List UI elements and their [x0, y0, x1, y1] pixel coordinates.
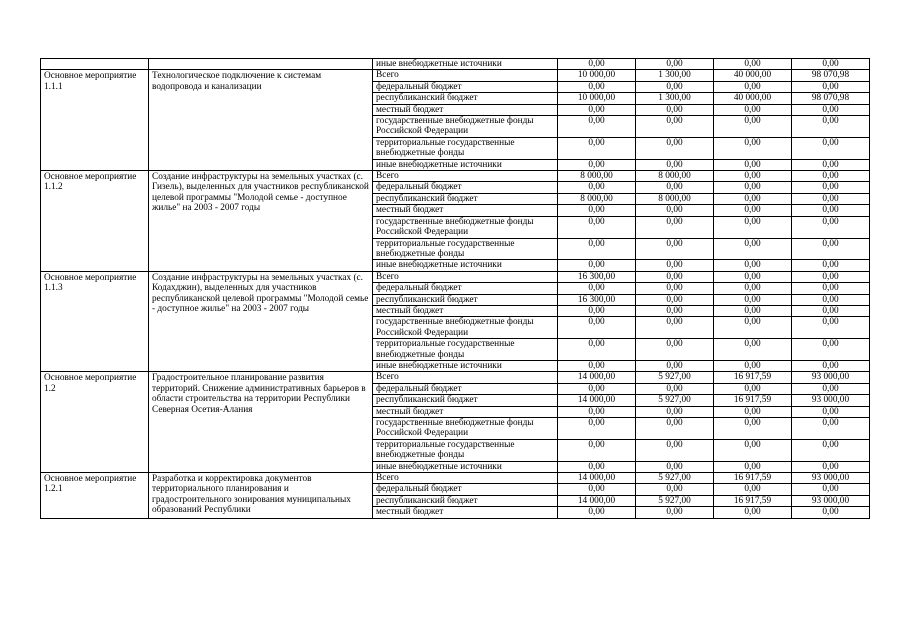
value-cell: 0,00: [558, 383, 636, 394]
value-cell: 0,00: [558, 439, 636, 461]
value-cell: 0,00: [558, 205, 636, 216]
value-cell: 0,00: [636, 104, 714, 115]
funding-source-cell: территориальные государственные внебюджетные фонды: [373, 238, 558, 260]
funding-source-cell: Всего: [373, 372, 558, 383]
value-cell: 0,00: [792, 439, 870, 461]
value-cell: 0,00: [714, 418, 792, 440]
value-cell: 0,00: [714, 283, 792, 294]
activity-description-cell: Создание инфраструктуры на земельных участках (с. Кодахджин), выделенных для участников республиканской целевой программы "Молодой семье - доступное жилье" на 2003 - 2007 годы: [149, 271, 373, 372]
value-cell: 0,00: [792, 238, 870, 260]
value-cell: 40 000,00: [714, 93, 792, 104]
value-cell: 1 300,00: [636, 93, 714, 104]
value-cell: 0,00: [714, 383, 792, 394]
value-cell: 8 000,00: [558, 171, 636, 182]
value-cell: 0,00: [636, 182, 714, 193]
value-cell: 0,00: [558, 507, 636, 518]
value-cell: 0,00: [792, 484, 870, 495]
value-cell: 0,00: [792, 216, 870, 238]
value-cell: 0,00: [714, 360, 792, 371]
value-cell: 0,00: [714, 507, 792, 518]
value-cell: 0,00: [558, 182, 636, 193]
value-cell: 0,00: [714, 171, 792, 182]
value-cell: 0,00: [792, 507, 870, 518]
funding-source-cell: иные внебюджетные источники: [373, 159, 558, 170]
value-cell: 10 000,00: [558, 93, 636, 104]
value-cell: 16 917,59: [714, 495, 792, 506]
value-cell: 0,00: [792, 305, 870, 316]
value-cell: 0,00: [714, 238, 792, 260]
funding-source-cell: Всего: [373, 473, 558, 484]
value-cell: 0,00: [714, 461, 792, 472]
value-cell: 0,00: [792, 339, 870, 361]
value-cell: 0,00: [714, 439, 792, 461]
value-cell: 0,00: [636, 305, 714, 316]
funding-source-cell: местный бюджет: [373, 104, 558, 115]
value-cell: 0,00: [792, 193, 870, 204]
value-cell: 0,00: [636, 271, 714, 282]
value-cell: 16 917,59: [714, 395, 792, 406]
value-cell: 0,00: [714, 59, 792, 70]
value-cell: 0,00: [792, 104, 870, 115]
funding-source-cell: федеральный бюджет: [373, 81, 558, 92]
activity-description-cell: Градостроительное планирование развития территорий. Снижение административных барьеров в области строительства на территории Республики Северная Осетия-Алания: [149, 372, 373, 473]
funding-source-cell: иные внебюджетные источники: [373, 360, 558, 371]
value-cell: 0,00: [636, 484, 714, 495]
value-cell: 0,00: [792, 360, 870, 371]
activity-label-cell: Основное мероприятие 1.1.3: [41, 271, 149, 372]
value-cell: 0,00: [558, 339, 636, 361]
value-cell: 0,00: [714, 205, 792, 216]
activity-label-cell: Основное мероприятие 1.1.1: [41, 70, 149, 171]
table-body: [41, 59, 870, 519]
funding-source-cell: республиканский бюджет: [373, 294, 558, 305]
value-cell: 0,00: [636, 116, 714, 138]
value-cell: 16 917,59: [714, 473, 792, 484]
value-cell: 14 000,00: [558, 473, 636, 484]
funding-source-cell: республиканский бюджет: [373, 193, 558, 204]
funding-source-cell: территориальные государственные внебюджетные фонды: [373, 339, 558, 361]
value-cell: 0,00: [636, 383, 714, 394]
funding-source-cell: Всего: [373, 70, 558, 81]
funding-source-cell: государственные внебюджетные фонды Российской Федерации: [373, 116, 558, 138]
value-cell: 0,00: [714, 305, 792, 316]
value-cell: 93 000,00: [792, 372, 870, 383]
value-cell: 0,00: [636, 418, 714, 440]
value-cell: 0,00: [558, 81, 636, 92]
value-cell: 0,00: [636, 216, 714, 238]
value-cell: 16 300,00: [558, 294, 636, 305]
activity-label-cell: Основное мероприятие 1.2: [41, 372, 149, 473]
table-row: [41, 271, 870, 282]
value-cell: 0,00: [558, 137, 636, 159]
value-cell: 0,00: [792, 260, 870, 271]
funding-source-cell: местный бюджет: [373, 205, 558, 216]
table-row: [41, 171, 870, 182]
value-cell: 0,00: [558, 238, 636, 260]
value-cell: 98 070,98: [792, 93, 870, 104]
value-cell: 0,00: [558, 360, 636, 371]
value-cell: 0,00: [558, 59, 636, 70]
empty-label-cell: [41, 59, 149, 70]
funding-source-cell: местный бюджет: [373, 305, 558, 316]
funding-source-cell: федеральный бюджет: [373, 283, 558, 294]
value-cell: 8 000,00: [636, 171, 714, 182]
value-cell: 0,00: [714, 116, 792, 138]
value-cell: 93 000,00: [792, 395, 870, 406]
value-cell: 16 917,59: [714, 372, 792, 383]
value-cell: 0,00: [714, 104, 792, 115]
table-row: [41, 473, 870, 484]
value-cell: 0,00: [714, 137, 792, 159]
value-cell: 0,00: [714, 216, 792, 238]
value-cell: 0,00: [636, 137, 714, 159]
value-cell: 0,00: [714, 182, 792, 193]
value-cell: 0,00: [714, 260, 792, 271]
value-cell: 0,00: [558, 159, 636, 170]
value-cell: 0,00: [558, 116, 636, 138]
value-cell: 5 927,00: [636, 372, 714, 383]
value-cell: 0,00: [792, 116, 870, 138]
value-cell: 0,00: [558, 461, 636, 472]
value-cell: 0,00: [636, 317, 714, 339]
value-cell: 0,00: [558, 406, 636, 417]
value-cell: 93 000,00: [792, 473, 870, 484]
funding-source-cell: иные внебюджетные источники: [373, 461, 558, 472]
funding-source-cell: государственные внебюджетные фонды Российской Федерации: [373, 216, 558, 238]
value-cell: 0,00: [792, 317, 870, 339]
activity-description-cell: Разработка и корректировка документов территориального планирования и градостроительного зонирования муниципальных образований Республики: [149, 473, 373, 519]
funding-source-cell: федеральный бюджет: [373, 383, 558, 394]
funding-source-cell: иные внебюджетные источники: [373, 260, 558, 271]
table-row: [41, 372, 870, 383]
value-cell: 5 927,00: [636, 395, 714, 406]
value-cell: 0,00: [636, 260, 714, 271]
value-cell: 0,00: [558, 216, 636, 238]
funding-source-cell: местный бюджет: [373, 507, 558, 518]
value-cell: 0,00: [792, 171, 870, 182]
value-cell: 0,00: [558, 418, 636, 440]
value-cell: 0,00: [792, 383, 870, 394]
activity-description-cell: Технологическое подключение к системам водопровода и канализации: [149, 70, 373, 171]
value-cell: 40 000,00: [714, 70, 792, 81]
value-cell: 0,00: [792, 137, 870, 159]
value-cell: 14 000,00: [558, 495, 636, 506]
value-cell: 0,00: [714, 339, 792, 361]
value-cell: 16 300,00: [558, 271, 636, 282]
value-cell: 0,00: [714, 484, 792, 495]
value-cell: 0,00: [792, 159, 870, 170]
value-cell: 0,00: [792, 461, 870, 472]
value-cell: 8 000,00: [558, 193, 636, 204]
value-cell: 0,00: [636, 81, 714, 92]
value-cell: 0,00: [792, 182, 870, 193]
funding-source-cell: иные внебюджетные источники: [373, 59, 558, 70]
activity-description-cell: Создание инфраструктуры на земельных участках (с. Гизель), выделенных для участников республиканской целевой программы "Молодой семье - доступное жилье" на 2003 - 2007 годы: [149, 171, 373, 272]
value-cell: 0,00: [792, 59, 870, 70]
funding-source-cell: республиканский бюджет: [373, 495, 558, 506]
funding-source-cell: государственные внебюджетные фонды Российской Федерации: [373, 317, 558, 339]
funding-source-cell: Всего: [373, 171, 558, 182]
value-cell: 0,00: [636, 59, 714, 70]
value-cell: 14 000,00: [558, 372, 636, 383]
value-cell: 0,00: [792, 205, 870, 216]
funding-source-cell: Всего: [373, 271, 558, 282]
funding-source-cell: федеральный бюджет: [373, 182, 558, 193]
value-cell: 0,00: [714, 193, 792, 204]
funding-source-cell: республиканский бюджет: [373, 93, 558, 104]
funding-source-cell: территориальные государственные внебюджетные фонды: [373, 439, 558, 461]
activity-label-cell: Основное мероприятие 1.2.1: [41, 473, 149, 519]
value-cell: 0,00: [636, 205, 714, 216]
value-cell: 0,00: [714, 406, 792, 417]
value-cell: 0,00: [636, 507, 714, 518]
value-cell: 0,00: [558, 104, 636, 115]
value-cell: 5 927,00: [636, 495, 714, 506]
value-cell: 0,00: [714, 159, 792, 170]
funding-source-cell: государственные внебюджетные фонды Российской Федерации: [373, 418, 558, 440]
value-cell: 0,00: [636, 461, 714, 472]
activity-label-cell: Основное мероприятие 1.1.2: [41, 171, 149, 272]
value-cell: 10 000,00: [558, 70, 636, 81]
value-cell: 93 000,00: [792, 495, 870, 506]
budget-table: [40, 58, 870, 519]
value-cell: 0,00: [636, 283, 714, 294]
value-cell: 5 927,00: [636, 473, 714, 484]
value-cell: 0,00: [714, 317, 792, 339]
value-cell: 0,00: [714, 81, 792, 92]
value-cell: 0,00: [636, 406, 714, 417]
value-cell: 0,00: [558, 484, 636, 495]
value-cell: 14 000,00: [558, 395, 636, 406]
value-cell: 0,00: [792, 406, 870, 417]
table-row: [41, 70, 870, 81]
funding-source-cell: местный бюджет: [373, 406, 558, 417]
table-row: [41, 59, 870, 70]
value-cell: 8 000,00: [636, 193, 714, 204]
value-cell: 98 070,98: [792, 70, 870, 81]
funding-source-cell: территориальные государственные внебюджетные фонды: [373, 137, 558, 159]
value-cell: 0,00: [792, 283, 870, 294]
value-cell: 0,00: [558, 317, 636, 339]
value-cell: 0,00: [558, 305, 636, 316]
value-cell: 0,00: [636, 360, 714, 371]
value-cell: 0,00: [636, 294, 714, 305]
value-cell: 0,00: [636, 339, 714, 361]
value-cell: 0,00: [636, 159, 714, 170]
value-cell: 0,00: [636, 439, 714, 461]
value-cell: 0,00: [558, 260, 636, 271]
value-cell: 0,00: [792, 418, 870, 440]
value-cell: 0,00: [558, 283, 636, 294]
value-cell: 0,00: [714, 294, 792, 305]
value-cell: 0,00: [792, 81, 870, 92]
empty-description-cell: [149, 59, 373, 70]
value-cell: 0,00: [636, 238, 714, 260]
funding-source-cell: федеральный бюджет: [373, 484, 558, 495]
value-cell: 0,00: [714, 271, 792, 282]
value-cell: 1 300,00: [636, 70, 714, 81]
value-cell: 0,00: [792, 294, 870, 305]
value-cell: 0,00: [792, 271, 870, 282]
funding-source-cell: республиканский бюджет: [373, 395, 558, 406]
